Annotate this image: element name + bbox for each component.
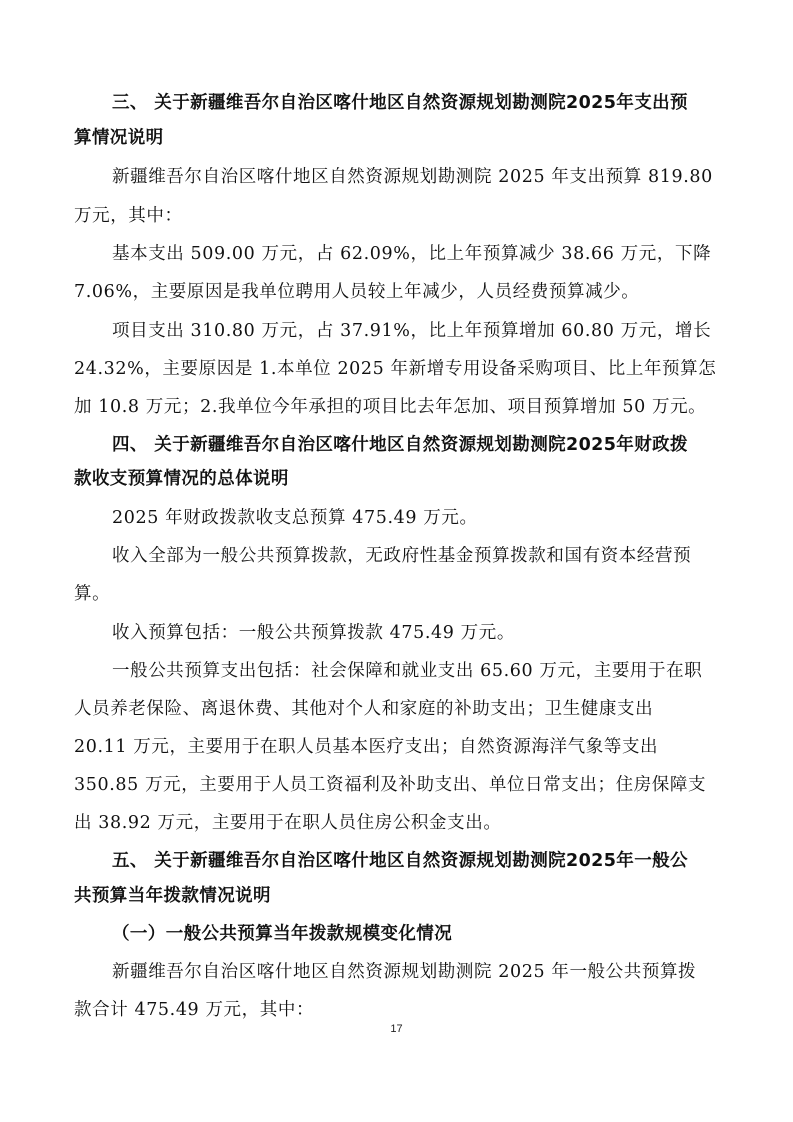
paragraph-line: 24.32%，主要原因是 1.本单位 2025 年新增专用设备采购项目、比上年预算怎: [74, 359, 717, 379]
paragraph-line: 350.85 万元，主要用于人员工资福利及补助支出、单位日常支出；住房保障支: [74, 775, 707, 795]
subsection-heading: （一）一般公共预算当年拨款规模变化情况: [112, 924, 453, 944]
paragraph-line: 新疆维吾尔自治区喀什地区自然资源规划勘测院 2025 年支出预算 819.80: [112, 167, 713, 187]
paragraph-line: 新疆维吾尔自治区喀什地区自然资源规划勘测院 2025 年一般公共预算拨: [112, 962, 697, 982]
paragraph-line: 人员养老保险、离退休费、其他对个人和家庭的补助支出；卫生健康支出: [74, 699, 654, 719]
page-number: 17: [390, 1023, 403, 1035]
paragraph-line: 收入预算包括：一般公共预算拨款 475.49 万元。: [112, 623, 515, 643]
section-3-heading-cont: 算情况说明: [74, 128, 164, 148]
paragraph-line: 一般公共预算支出包括：社会保障和就业支出 65.60 万元，主要用于在职: [112, 661, 703, 681]
paragraph-line: 收入全部为一般公共预算拨款，无政府性基金预算拨款和国有资本经营预: [112, 546, 692, 566]
section-4-heading-cont: 款收支预算情况的总体说明: [74, 469, 289, 489]
paragraph-line: 出 38.92 万元，主要用于在职人员住房公积金支出。: [74, 813, 502, 833]
section-4-heading: 四、 关于新疆维吾尔自治区喀什地区自然资源规划勘测院2025年财政拨: [112, 435, 688, 455]
paragraph-line: 万元，其中：: [74, 206, 183, 226]
paragraph-line: 款合计 475.49 万元，其中：: [74, 1000, 315, 1020]
paragraph-line: 7.06%，主要原因是我单位聘用人员较上年减少，人员经费预算减少。: [74, 282, 640, 302]
paragraph-line: 2025 年财政拨款收支总预算 475.49 万元。: [112, 508, 478, 528]
paragraph-line: 项目支出 310.80 万元，占 37.91%，比上年预算增加 60.80 万元，增长: [112, 321, 712, 341]
paragraph-line: 20.11 万元，主要用于在职人员基本医疗支出；自然资源海洋气象等支出: [74, 737, 659, 757]
paragraph-line: 基本支出 509.00 万元，占 62.09%，比上年预算减少 38.66 万元，下降: [112, 244, 712, 264]
section-5-heading: 五、 关于新疆维吾尔自治区喀什地区自然资源规划勘测院2025年一般公: [112, 851, 688, 871]
section-5-heading-cont: 共预算当年拨款情况说明: [74, 886, 271, 906]
paragraph-line: 算。: [74, 584, 111, 604]
paragraph-line: 加 10.8 万元；2.我单位今年承担的项目比去年怎加、项目预算增加 50 万元。: [74, 397, 707, 417]
section-3-heading: 三、 关于新疆维吾尔自治区喀什地区自然资源规划勘测院2025年支出预: [112, 93, 688, 113]
